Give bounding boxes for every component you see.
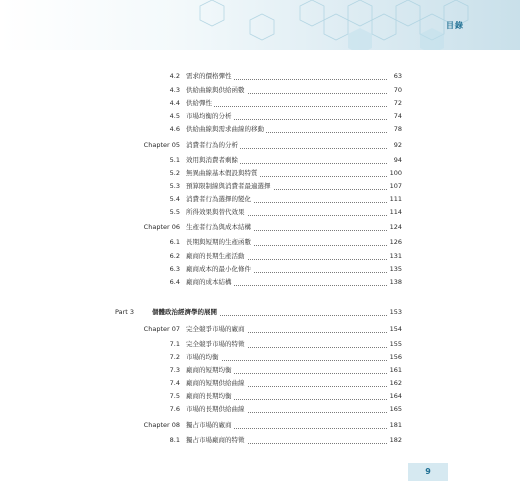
entry-number: 7.3 xyxy=(169,366,180,374)
entry-page: 155 xyxy=(389,340,402,348)
entry-number: 5.4 xyxy=(169,195,180,203)
toc-section-entry[interactable] xyxy=(0,84,520,96)
toc-section-entry[interactable] xyxy=(0,351,520,363)
entry-number: 5.2 xyxy=(169,169,180,177)
entry-page: 154 xyxy=(389,325,402,333)
entry-title: 廠商的成本結構 xyxy=(186,278,232,286)
page-number: 9 xyxy=(408,463,448,481)
toc-chapter-entry[interactable] xyxy=(0,323,520,335)
entry-number: Chapter 05 xyxy=(143,141,180,149)
entry-page: 164 xyxy=(389,392,402,400)
entry-title: 個體政治經濟學的展開 xyxy=(152,308,217,316)
toc-section-entry[interactable] xyxy=(0,97,520,109)
entry-number: 7.4 xyxy=(169,379,180,387)
entry-number: 6.1 xyxy=(169,238,180,246)
entry-page: 131 xyxy=(389,252,402,260)
entry-title: 廠商成本的最小化條件 xyxy=(186,265,251,273)
entry-title: 預算限制線與消費者最適選擇 xyxy=(186,182,271,190)
toc-chapter-entry[interactable] xyxy=(0,221,520,233)
entry-title: 廠商的短期供給曲線 xyxy=(186,379,245,387)
toc-section-entry[interactable] xyxy=(0,154,520,166)
entry-number: 5.1 xyxy=(169,156,180,164)
entry-page: 92 xyxy=(393,141,402,149)
toc-section-entry[interactable] xyxy=(0,193,520,205)
entry-number: 4.2 xyxy=(169,72,180,80)
entry-title: 效用與消費者剩餘 xyxy=(186,156,238,164)
toc-section-entry[interactable] xyxy=(0,167,520,179)
entry-title: 市場的均衡 xyxy=(186,353,219,361)
toc-section-entry[interactable] xyxy=(0,123,520,135)
toc-part-entry[interactable] xyxy=(0,306,520,318)
entry-number: 6.2 xyxy=(169,252,180,260)
toc-section-entry[interactable] xyxy=(0,377,520,389)
toc-section-entry[interactable] xyxy=(0,110,520,122)
entry-title: 消費者行為的分析 xyxy=(186,141,238,149)
entry-number: Part 3 xyxy=(115,308,135,316)
toc-chapter-entry[interactable] xyxy=(0,139,520,151)
dot-leader xyxy=(186,105,387,107)
toc-section-entry[interactable] xyxy=(0,276,520,288)
entry-title: 供給曲線與需求曲線的移動 xyxy=(186,125,264,133)
entry-title: 供給彈性 xyxy=(186,99,212,107)
toc-section-entry[interactable] xyxy=(0,403,520,415)
toc-section-entry[interactable] xyxy=(0,180,520,192)
toc-section-entry[interactable] xyxy=(0,364,520,376)
entry-page: 161 xyxy=(389,366,402,374)
entry-title: 市場均衡的分析 xyxy=(186,112,232,120)
entry-number: 4.4 xyxy=(169,99,180,107)
entry-title: 廠商的短期均衡 xyxy=(186,366,232,374)
entry-number: 4.6 xyxy=(169,125,180,133)
entry-page: 74 xyxy=(393,112,402,120)
entry-page: 162 xyxy=(389,379,402,387)
entry-title: 長期與短期的生產函數 xyxy=(186,238,251,246)
entry-number: 4.3 xyxy=(169,86,180,94)
toc-section-entry[interactable] xyxy=(0,70,520,82)
entry-page: 72 xyxy=(393,99,402,107)
toc-section-entry[interactable] xyxy=(0,250,520,262)
entry-number: 6.4 xyxy=(169,278,180,286)
header-banner xyxy=(0,0,520,50)
entry-page: 63 xyxy=(393,72,402,80)
toc-section-entry[interactable] xyxy=(0,236,520,248)
entry-title: 市場的長期供給曲線 xyxy=(186,405,245,413)
entry-title: 廠商的長期均衡 xyxy=(186,392,232,400)
toc-section-entry[interactable] xyxy=(0,263,520,275)
entry-page: 94 xyxy=(393,156,402,164)
toc-section-entry[interactable] xyxy=(0,390,520,402)
entry-title: 消費者行為選擇的變化 xyxy=(186,195,251,203)
entry-page: 107 xyxy=(389,182,402,190)
hexagon-pattern-decoration xyxy=(0,0,520,50)
entry-number: 4.5 xyxy=(169,112,180,120)
entry-number: 7.2 xyxy=(169,353,180,361)
entry-number: 7.6 xyxy=(169,405,180,413)
entry-number: 5.5 xyxy=(169,208,180,216)
entry-title: 獨占市場的廠商 xyxy=(186,421,232,429)
entry-page: 111 xyxy=(389,195,402,203)
entry-number: Chapter 06 xyxy=(143,223,180,231)
entry-number: 7.1 xyxy=(169,340,180,348)
entry-page: 138 xyxy=(389,278,402,286)
entry-page: 165 xyxy=(389,405,402,413)
toc-header-label: 目錄 xyxy=(446,21,464,30)
entry-title: 獨占市場廠商的特徵 xyxy=(186,436,245,444)
entry-number: Chapter 07 xyxy=(143,325,180,333)
entry-page: 153 xyxy=(389,308,402,316)
entry-number: 8.1 xyxy=(169,436,180,444)
entry-page: 124 xyxy=(389,223,402,231)
entry-title: 無異曲線基本假設與特質 xyxy=(186,169,258,177)
entry-title: 廠商的長期生產活動 xyxy=(186,252,245,260)
entry-title: 需求的價格彈性 xyxy=(186,72,232,80)
entry-page: 135 xyxy=(389,265,402,273)
entry-title: 完全競爭市場的廠商 xyxy=(186,325,245,333)
entry-page: 78 xyxy=(393,125,402,133)
entry-page: 181 xyxy=(389,421,402,429)
toc-section-entry[interactable] xyxy=(0,206,520,218)
entry-number: 5.3 xyxy=(169,182,180,190)
entry-title: 生產者行為與成本結構 xyxy=(186,223,251,231)
toc-section-entry[interactable] xyxy=(0,338,520,350)
entry-page: 182 xyxy=(389,436,402,444)
toc-chapter-entry[interactable] xyxy=(0,419,520,431)
entry-title: 完全競爭市場的特徵 xyxy=(186,340,245,348)
entry-title: 供給曲線與供給函數 xyxy=(186,86,245,94)
entry-page: 156 xyxy=(389,353,402,361)
entry-number: 6.3 xyxy=(169,265,180,273)
toc-section-entry[interactable] xyxy=(0,434,520,446)
entry-page: 114 xyxy=(389,208,402,216)
entry-number: 7.5 xyxy=(169,392,180,400)
entry-number: Chapter 08 xyxy=(143,421,180,429)
entry-title: 所得效果與替代效果 xyxy=(186,208,245,216)
entry-page: 100 xyxy=(389,169,402,177)
entry-page: 126 xyxy=(389,238,402,246)
entry-page: 70 xyxy=(393,86,402,94)
